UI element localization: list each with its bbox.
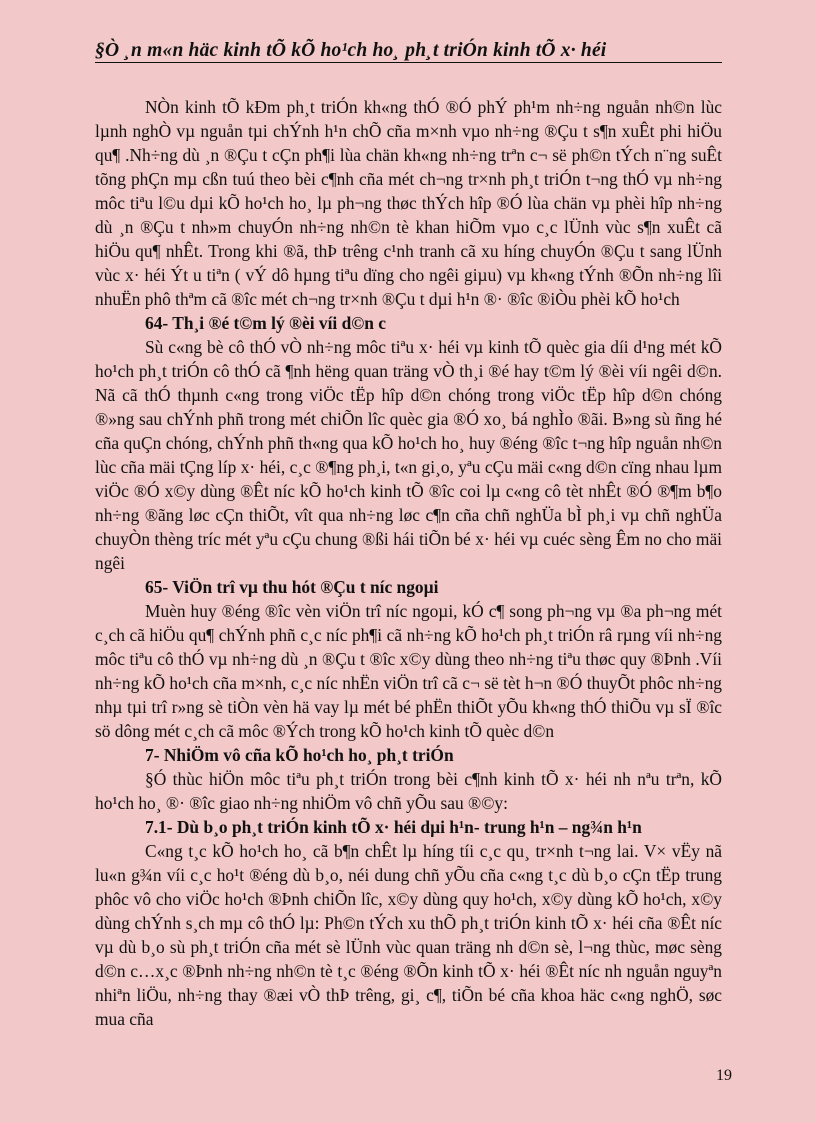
section-heading: 7- NhiÖm vô cña kÕ ho¹ch ho¸ ph¸t triÓn — [145, 745, 454, 765]
paragraph: NÒn kinh tÕ kÐm ph¸t triÓn kh«ng thÓ ®Ó phÝ ph¹m nh÷ng nguån nh©n lùc lµnh nghÒ vµ nguån tµi chÝnh h¹n chÕ cña m×nh vµo nh÷ng ®Çu t s¶n xuÊt phi hiÖu qu¶ .Nh÷ng dù ¸n ®Çu t cÇn ph¶i lùa chän kh«ng nh÷ng trªn c¬ së ph©n tÝch n¨ng suÊt tõng phÇn mµ cßn tuú theo bèi c¶nh cña mét ch¬ng tr×nh ph¸t triÓn t¬ng thÓ vµ nh÷ng môc tiªu l©u dµi kÕ ho¹ch ho¸ lµ ph¬ng thøc thÝch hîp ®Ó lùa chän vµ phèi hîp nh÷ng dù ¸n ®Çu t nh»m chuyÓn nh÷ng nh©n tè khan hiÕm vµo c¸c lÜnh vùc s¶n xuÊt cã hiÖu qu¶ nhÊt. Trong khi ®ã, thÞ trêng c¹nh tranh cã xu híng chuyÓn ®Çu t sang lÜnh vùc x· héi Ýt u tiªn ( vÝ dô hµng tiªu dïng cho ngêi giµu) vµ kh«ng tÝnh ®Õn nh÷ng lîi nhuËn phô thªm cã ®îc mét ch¬ng tr×nh ®Çu t dµi h¹n ®· ®îc ®iÒu phèi kÕ ho¹ch — [95, 97, 722, 309]
page-body — [95, 95, 722, 1031]
paragraph: C«ng t¸c kÕ ho¹ch ho¸ cã b¶n chÊt lµ híng tíi c¸c qu¸ tr×nh t¬ng lai. V× vËy nã lu«n g¾n víi c¸c ho¹t ®éng dù b¸o, néi dung chñ yÕu cña c«ng t¸c dù b¸o cÇn tËp trung phôc vô cho viÖc ho¹ch ®Þnh chiÕn lîc, x©y dùng quy ho¹ch, x©y dùng kÕ ho¹ch, x©y dùng chÝnh s¸ch mµ cô thÓ lµ: Ph©n tÝch xu thÕ ph¸t triÓn kinh tÕ x· héi cña ®Êt níc vµ dù b¸o sù ph¸t triÓn cña mét sè lÜnh vùc quan träng nh d©n sè, l¬ng thùc, møc sèng d©n c…x¸c ®Þnh nh÷ng nh©n tè t¸c ®éng ®Õn kinh tÕ x· héi ®Êt níc nh nguån nguyªn nhiªn liÖu, nh÷ng thay ®æi vÒ thÞ trêng, gi¸ c¶, tiÕn bé cña khoa häc c«ng nghÖ, søc mua cña — [95, 841, 722, 1029]
header-divider — [95, 62, 722, 63]
paragraph: §Ó thùc hiÖn môc tiªu ph¸t triÓn trong bèi c¶nh kinh tÕ x· héi nh nªu trªn, kÕ ho¹ch ho¸ ®· ®îc giao nh÷ng nhiÖm vô chñ yÕu sau ®©y: — [95, 769, 722, 813]
section-heading: 7.1- Dù b¸o ph¸t triÓn kinh tÕ x· héi dµi h¹n- trung h¹n – ng¾n h¹n — [145, 817, 642, 837]
section-heading: 65- ViÖn trî vµ thu hót ®Çu t níc ngoµi — [145, 577, 439, 597]
page-header: §Ò ¸n m«n häc kinh tÕ kÕ ho¹ch ho¸ ph¸t triÓn kinh tÕ x· héi — [95, 40, 607, 61]
section-heading: 64- Th¸i ®é t©m lý ®èi víi d©n c — [145, 313, 387, 333]
page-number: 19 — [716, 1067, 732, 1084]
paragraph: Sù c«ng bè cô thÓ vÒ nh÷ng môc tiªu x· héi vµ kinh tÕ quèc gia díi d¹ng mét kÕ ho¹ch ph¸t triÓn cô thÓ cã ¶nh hëng quan träng vÒ th¸i ®é hay t©m lý ®èi víi ngêi d©n. Nã cã thÓ thµnh c«ng trong viÖc tËp hîp d©n chóng trong viÖc tËp hîp d©n chóng ®»ng sau chÝnh phñ trong mét chiÕn lîc quèc gia ®Ó xo¸ bá nghÌo ®ãi. B»ng sù ñng hé cña quÇn chóng, chÝnh phñ th«ng qua kÕ ho¹ch ho¸ huy ®éng ®îc t¬ng hîp nguån nh©n lùc cña mäi tÇng líp x· héi, c¸c ®¶ng ph¸i, t«n gi¸o, yªu cÇu mäi c«ng d©n cïng nhau lµm viÖc ®Ó x©y dùng ®Êt níc kÕ ho¹ch kinh tÕ ®îc coi lµ c«ng cô tèt nhÊt ®Ó ®¶m b¶o nh÷ng ®ãng løc cÇn thiÕt, vît qua nh÷ng løc c¶n cña chñ nghÜa bÌ ph¸i vµ chñ nghÜa chuyÒn thèng tríc mét yªu cÇu chung ®ßi hái tiÕn bé x· héi vµ cuéc sèng Êm no cho mäi ngêi — [95, 337, 722, 573]
paragraph: Muèn huy ®éng ®îc vèn viÖn trî níc ngoµi, kÓ c¶ song ph¬ng vµ ®a ph¬ng mét c¸ch cã hiÖu qu¶ chÝnh phñ c¸c níc ph¶i cã nh÷ng kÕ ho¹ch ph¸t triÓn râ rµng víi nh÷ng môc tiªu cô thÓ vµ nh÷ng dù ¸n ®Çu t ®îc x©y dùng theo nh÷ng tiªu thøc quy ®Þnh .Víi nh÷ng kÕ ho¹ch cña m×nh, c¸c níc nhËn viÖn trî cã c¬ së tèt h¬n ®Ó thuyÕt phôc nh÷ng nhµ tµi trî r»ng sè tiÒn vèn hä vay lµ mét bé phËn thiÕt yÕu kh«ng thÓ thiÕu vµ sÏ ®îc sö dông mét c¸ch cã môc ®Ých trong kÕ ho¹ch kinh tÕ quèc d©n — [95, 601, 722, 741]
